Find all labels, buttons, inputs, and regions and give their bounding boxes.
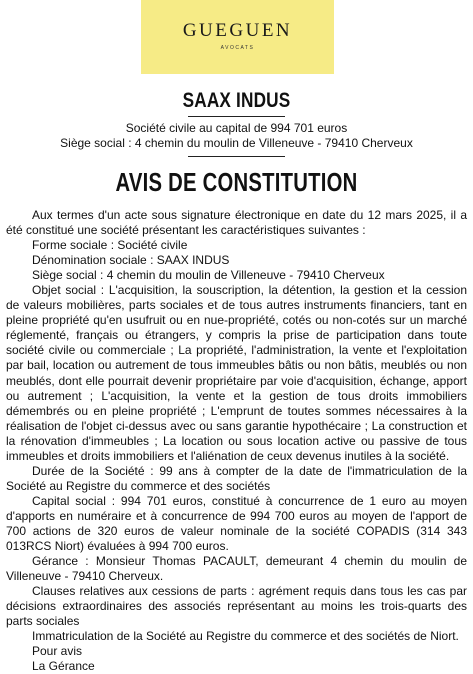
clauses-cessions: Clauses relatives aux cessions de parts : agrément requis dans tous les cas par décisions extraordinaires des associés représentant au moins les trois-quarts des parts sociales — [6, 584, 467, 629]
company-name: SAAX INDUS — [182, 89, 291, 112]
objet-social: Objet social : L'acquisition, la souscription, la détention, la gestion et la cession de valeurs mobilières, parts sociales et de tous autres instruments financiers, tant en pleine propriété qu'en usufruit ou en nue-propriété, cotés ou non-cotés sur un marché réglementé, français ou étrangers, y compris la prise de participation dans toute société civile ou commerciale ; La propriété, l'administration, la vente et l'exploitation par bail, location ou autrement de tous immeubles bâtis ou non bâtis, meublés ou non meublés, dont elle pourrait devenir propriétaire par voie d'acquisition, échange, apport ou autrement ; L'acquisition, la vente et la gestion de tous droits immobiliers démembrés ou en pleine propriété ; L'emprunt de toutes sommes nécessaires à la réalisation de l'objet ci-dessus avec ou sans garantie hypothécaire ; La construction et la rénovation d'immeubles ; La location ou sous location active ou passive de tous immeubles et droits immobiliers et l'aliénation de ceux devenus inutiles à la société. — [6, 283, 467, 463]
denomination-sociale: Dénomination sociale : SAAX INDUS — [32, 253, 230, 268]
logo-subtitle: AVOCATS — [220, 45, 255, 51]
siege-social: Siège social : 4 chemin du moulin de Villeneuve - 79410 Cherveux — [32, 268, 385, 283]
capital-social: Capital social : 994 701 euros, constitué à concurrence de 1 euro au moyen d'apports en numéraire et à concurrence de 994 700 euros au moyen de l'apport de 700 actions de 320 euros de valeur nominale de la société COPADIS (314 343 013RCS Niort) évaluées à 994 700 euros. — [6, 493, 467, 554]
duree-societe: Durée de la Société : 99 ans à compter de la date de l'immatriculation de la Société au Registre du commerce et des sociétés — [6, 463, 467, 493]
signature-gerance: La Gérance — [32, 659, 95, 674]
forme-sociale: Forme sociale : Société civile — [32, 238, 188, 253]
logo-name: GUEGUEN — [182, 20, 293, 41]
company-capital: Société civile au capital de 994 701 euros — [125, 121, 348, 135]
pour-avis: Pour avis — [32, 644, 83, 659]
notice-title: AVIS DE CONSTITUTION — [115, 167, 358, 197]
header-divider — [188, 156, 285, 157]
gerance: Gérance : Monsieur Thomas PACAULT, demeurant 4 chemin du moulin de Villeneuve - 79410 Cherveux. — [6, 554, 467, 584]
notice-body — [6, 208, 467, 674]
company-divider — [188, 116, 285, 117]
immatriculation: Immatriculation de la Société au Registre du commerce et des sociétés de Niort. — [32, 629, 459, 644]
law-firm-logo — [141, 0, 334, 74]
company-address: Siège social : 4 chemin du moulin de Villeneuve - 79410 Cherveux — [60, 136, 413, 150]
intro-paragraph: Aux termes d'un acte sous signature électronique en date du 12 mars 2025, il a été constitué une société présentant les caractéristiques suivantes : — [6, 208, 467, 238]
